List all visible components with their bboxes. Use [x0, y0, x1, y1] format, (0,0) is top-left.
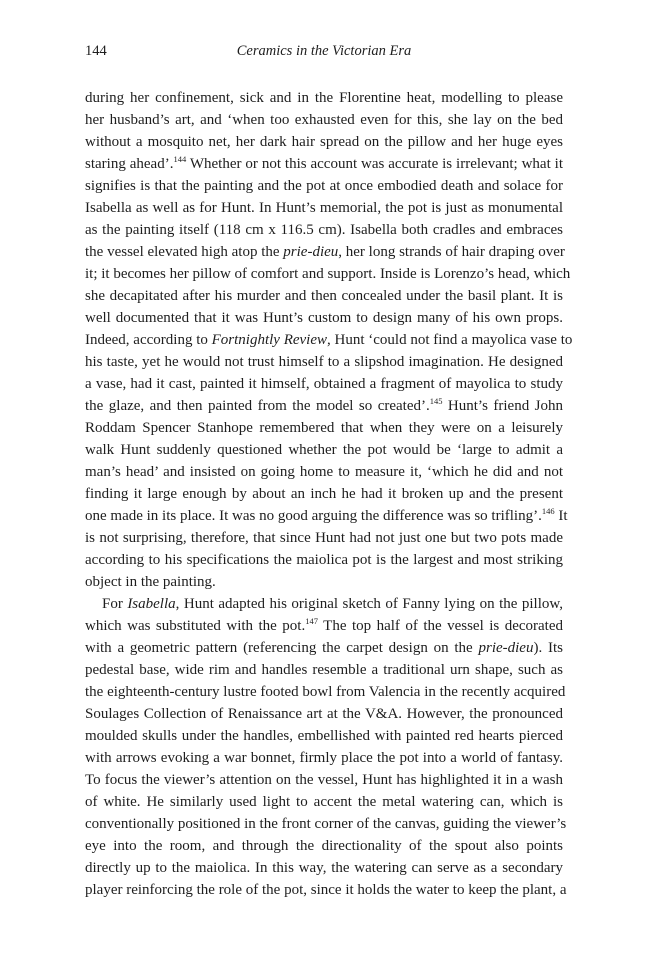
- text-segment: signifies is that the painting and the pot at once embodied death and solace for: [85, 178, 563, 194]
- text-segment: Roddam Spencer Stanhope remembered that when they were on a leisurely: [85, 420, 563, 436]
- text-segment: as the painting itself (118 cm x 116.5 cm). Isabella both cradles and embraces: [85, 222, 563, 238]
- text-segment: conventionally positioned in the front corner of the canvas, guiding the viewer’s: [85, 816, 567, 832]
- text-line: [85, 263, 571, 285]
- text-line: [85, 615, 563, 637]
- text-segment: ). Its: [533, 640, 563, 656]
- page-header: [85, 40, 563, 62]
- text-line: [85, 329, 573, 351]
- text-line: [85, 417, 563, 439]
- text-line: [85, 131, 563, 153]
- text-segment: it; it becomes her pillow of comfort and support. Inside is Lorenzo’s head, which: [85, 266, 571, 282]
- text-line: [85, 307, 563, 329]
- text-line: [85, 285, 563, 307]
- text-line: [85, 769, 563, 791]
- text-line: [85, 857, 563, 879]
- text-line: [85, 87, 563, 109]
- text-segment: , Hunt ‘could not find a mayolica vase to: [327, 332, 573, 348]
- text-segment: moulded skulls under the handles, embellished with painted red hearts pierced: [85, 728, 563, 744]
- text-segment: It: [554, 508, 568, 524]
- text-line: [85, 879, 567, 901]
- italic-text: prie-dieu: [478, 640, 534, 656]
- text-segment: his taste, yet he would not trust himself to a slipshod imagination. He designed: [85, 354, 563, 370]
- text-segment: For: [102, 596, 128, 612]
- text-line: [85, 791, 563, 813]
- text-line: [85, 549, 563, 571]
- text-segment: man’s head’ and insisted on going home to measure it, ‘which he did and not: [85, 464, 563, 480]
- text-segment: eye into the room, and through the directionality of the spout also points: [85, 838, 563, 854]
- text-line: [85, 197, 563, 219]
- text-line: [85, 219, 563, 241]
- text-segment: her husband’s art, and ‘when too exhausted even for this, she lay on the bed: [85, 112, 563, 128]
- text-segment: Isabella as well as for Hunt. In Hunt’s memorial, the pot is just as monumental: [85, 200, 563, 216]
- text-segment: is not surprising, therefore, that since Hunt had not just one but two pots made: [85, 530, 563, 546]
- text-line: [85, 813, 567, 835]
- text-line: [85, 505, 568, 527]
- text-segment: a vase, had it cast, painted it himself, obtained a fragment of mayolica to study: [85, 376, 563, 392]
- text-line: [85, 637, 563, 659]
- text-segment: The top half of the vessel is decorated: [317, 618, 563, 634]
- text-segment: player reinforcing the role of the pot, since it holds the water to keep the plant, a: [85, 882, 567, 898]
- running-title: Ceramics in the Victorian Era: [236, 43, 412, 59]
- text-segment: To focus the viewer’s attention on the vessel, Hunt has highlighted it in a wash: [85, 772, 563, 788]
- text-segment: with a geometric pattern (referencing the carpet design on the: [85, 640, 479, 656]
- body-text: [85, 87, 573, 901]
- text-segment: Hunt’s friend John: [442, 398, 563, 414]
- text-segment: walk Hunt suddenly questioned whether the pot would be ‘large to admit a: [85, 442, 563, 458]
- text-segment: , her long strands of hair draping over: [338, 244, 565, 260]
- text-line: [85, 659, 563, 681]
- text-line: [85, 373, 563, 395]
- text-line: [85, 703, 563, 725]
- text-segment: Soulages Collection of Renaissance art at the V&A. However, the pronounced: [85, 706, 563, 722]
- text-line: [85, 725, 563, 747]
- text-line: [85, 571, 563, 593]
- text-line: [85, 395, 563, 417]
- text-segment: staring ahead’.: [85, 156, 174, 172]
- text-line: [85, 351, 563, 373]
- text-segment: directly up to the maiolica. In this way, the watering can serve as a secondary: [85, 860, 563, 876]
- text-line: [85, 747, 563, 769]
- text-segment: Whether or not this account was accurate is irrelevant; what it: [186, 156, 564, 172]
- text-segment: one made in its place. It was no good arguing the difference was so trifling’.: [85, 508, 542, 524]
- italic-text: Isabella: [127, 596, 176, 612]
- italic-text: prie-dieu: [283, 244, 339, 260]
- text-segment: pedestal base, wide rim and handles resemble a traditional urn shape, such as: [85, 662, 563, 678]
- text-line: [85, 681, 566, 703]
- text-line: [85, 483, 563, 505]
- footnote-marker: 144: [173, 154, 187, 164]
- text-segment: Indeed, according to: [85, 332, 212, 348]
- text-line: [85, 439, 563, 461]
- page-number: 144: [85, 43, 107, 59]
- text-line: [85, 153, 563, 175]
- text-line: [85, 527, 563, 549]
- text-segment: finding it large enough by about an inch he had it broken up and the present: [85, 486, 563, 502]
- text-line: [85, 593, 563, 615]
- text-segment: , Hunt adapted his original sketch of Fanny lying on the pillow,: [175, 596, 563, 612]
- footnote-marker: 147: [305, 616, 318, 626]
- text-segment: well documented that it was Hunt’s custom to design many of his own props.: [85, 310, 563, 326]
- text-segment: according to his specifications the maiolica pot is the largest and most striking: [85, 552, 563, 568]
- text-segment: during her confinement, sick and in the Florentine heat, modelling to please: [85, 90, 563, 106]
- text-segment: without a mosquito net, her dark hair spread on the pillow and her huge eyes: [85, 134, 563, 150]
- text-segment: the vessel elevated high atop the: [85, 244, 284, 260]
- footnote-marker: 146: [541, 506, 555, 516]
- footnote-marker: 145: [429, 396, 443, 406]
- text-line: [85, 835, 563, 857]
- text-segment: the eighteenth-century lustre footed bowl from Valencia in the recently acquired: [85, 684, 566, 700]
- text-segment: which was substituted with the pot.: [85, 618, 306, 634]
- text-line: [85, 109, 563, 131]
- text-segment: the glaze, and then painted from the model so created’.: [85, 398, 430, 414]
- text-segment: object in the painting.: [85, 574, 216, 590]
- text-line: [85, 461, 563, 483]
- text-segment: she decapitated after his murder and then concealed under the basil plant. It is: [85, 288, 563, 304]
- text-segment: of white. He similarly used light to accent the metal watering can, which is: [85, 794, 563, 810]
- italic-text: Fortnightly Review: [211, 332, 328, 348]
- text-line: [85, 175, 563, 197]
- text-line: [85, 241, 563, 263]
- text-segment: with arrows evoking a war bonnet, firmly place the pot into a world of fantasy.: [85, 750, 563, 766]
